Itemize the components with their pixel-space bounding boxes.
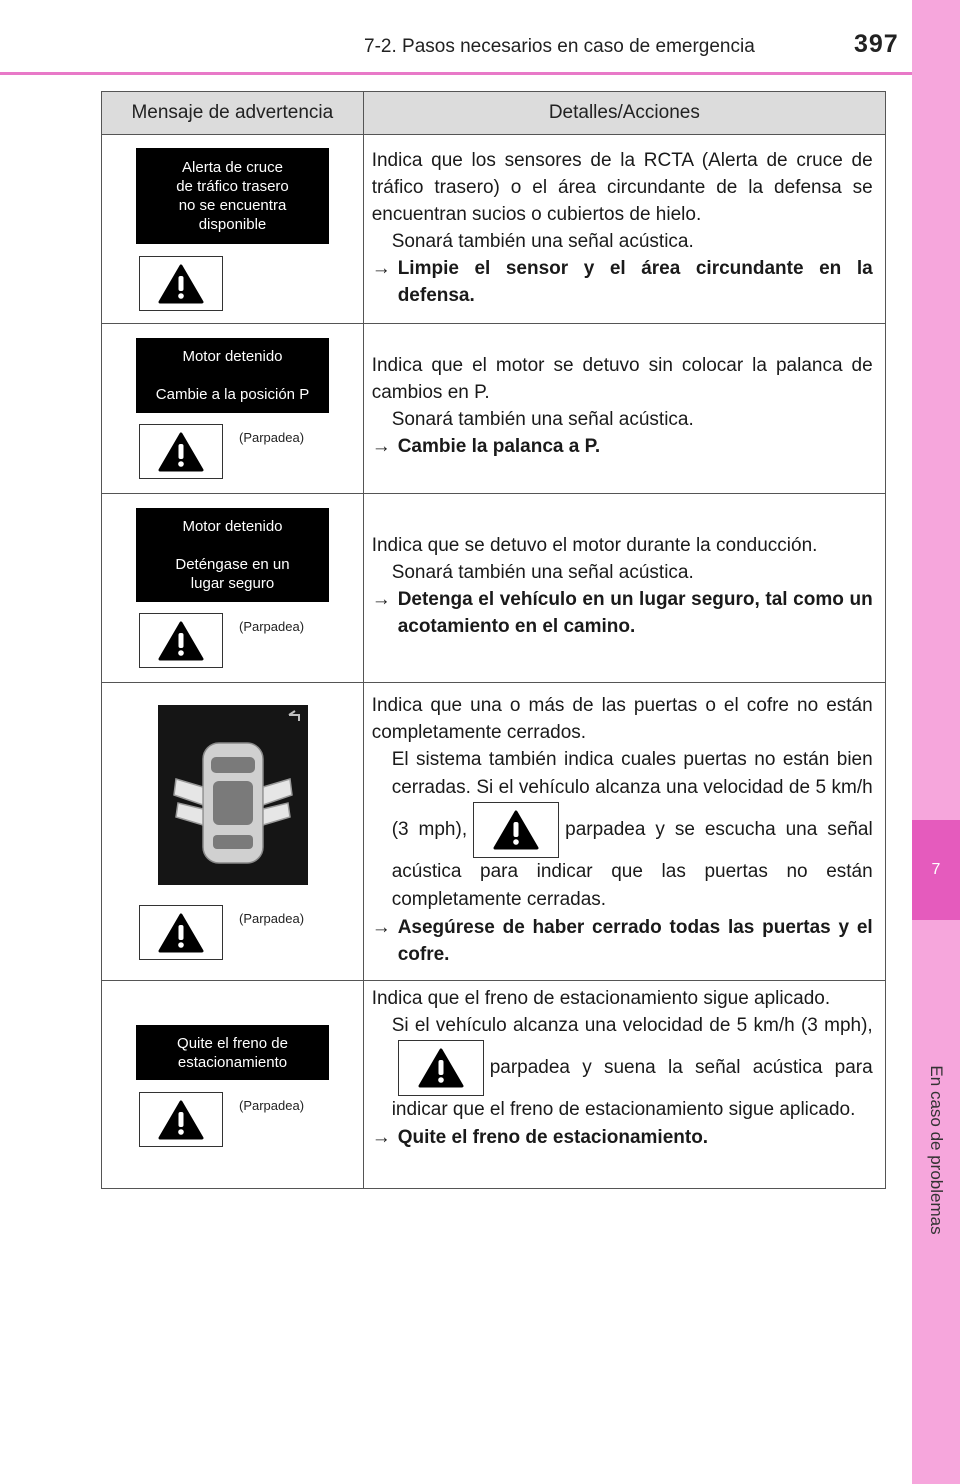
description-text: Indica que el freno de estacionamiento sigue aplicado. [371,988,831,1009]
column-header-details: Detalles/Acciones [363,92,885,135]
message-cell [102,981,364,1189]
description-text: Indica que se detuvo el motor durante la conducción. [371,535,818,556]
sound-note: Sonará también una señal acústica. [391,409,694,430]
message-line: de tráfico trasero [176,178,289,195]
warning-triangle-icon [139,905,223,960]
details-cell [363,683,885,981]
table-row [102,981,886,1189]
warning-message-display [136,148,329,244]
warning-triangle-icon [139,424,223,479]
table-row [102,494,886,683]
arrow-icon: → [371,258,391,279]
arrow-icon: → [371,436,391,457]
chapter-title: En caso de problemas [927,1065,946,1235]
warning-triangle-icon [473,802,559,858]
header-divider [0,72,912,75]
warning-triangle-icon [139,613,223,668]
warning-message-display [136,1025,329,1080]
message-line: disponible [198,216,267,233]
warning-message-display [136,338,329,413]
details-cell [363,324,885,494]
door-status-display [158,705,308,885]
details-cell [363,135,885,324]
table-row [102,324,886,494]
message-line: Alerta de cruce [182,159,283,176]
description-text: Indica que el motor se detuvo sin colocar la palanca de cambios en P. [371,355,873,403]
system-note: El sistema también indica cuales puertas no están bien cerradas. Si el vehículo alcanza una velocidad de 5 km/h (3 mph), parpadea y se escucha una señal acústica para indicar que las puertas no están completamente cerradas. [391,749,873,910]
column-header-message: Mensaje de advertencia [102,92,364,135]
message-line: Motor detenido [182,518,283,535]
warning-message-display [136,508,329,602]
warning-triangle-icon [139,1092,223,1147]
message-line: lugar seguro [190,575,275,592]
arrow-icon: → [371,1127,391,1148]
message-cell [102,324,364,494]
action-text: → Detenga el vehículo en un lugar seguro, tal como un acotamiento en el camino. [372,586,873,640]
side-tab [912,0,960,1484]
table-row [102,135,886,324]
message-cell [102,494,364,683]
description-text: Indica que los sensores de la RCTA (Alerta de cruce de tráfico trasero) o el área circundante de la defensa se encuentran sucios o cubiertos de hielo. [371,150,873,225]
details-cell [363,494,885,683]
warning-triangle-icon [398,1040,484,1096]
system-note: Si el vehículo alcanza una velocidad de 5 km/h (3 mph), parpadea y suena la señal acústica para indicar que el freno de estacionamiento sigue aplicado. [391,1015,873,1120]
page-number: 397 [854,30,899,58]
message-line: Quite el freno de [177,1034,288,1052]
table-row [102,683,886,981]
message-cell [102,135,364,324]
message-line: Deténgase en un [175,556,290,573]
blink-note: (Parpadea) [239,911,305,926]
chapter-number: 7 [912,820,960,920]
table-header-row [102,92,886,135]
warning-table [101,91,886,1189]
action-text: → Quite el freno de estacionamiento. [372,1124,873,1151]
sound-note: Sonará también una señal acústica. [391,562,694,583]
message-line: Motor detenido [182,348,283,365]
action-text: → Limpie el sensor y el área circundante en la defensa. [372,255,873,309]
message-line: estacionamiento [177,1053,288,1071]
section-title: 7-2. Pasos necesarios en caso de emergencia [364,36,755,57]
description-text: Indica que una o más de las puertas o el cofre no están completamente cerrados. [371,695,873,743]
blink-note: (Parpadea) [239,619,305,634]
message-cell [102,683,364,981]
details-cell [363,981,885,1189]
message-line: Cambie a la posición P [155,386,310,403]
action-text: → Asegúrese de haber cerrado todas las puertas y el cofre. [372,914,873,968]
arrow-icon: → [371,589,391,610]
message-line: no se encuentra [178,197,287,214]
warning-triangle-icon [139,256,223,311]
blink-note: (Parpadea) [239,1098,305,1113]
blink-note: (Parpadea) [239,430,305,445]
sound-note: Sonará también una señal acústica. [391,231,694,252]
action-text: → Cambie la palanca a P. [372,433,873,460]
arrow-icon: → [371,917,391,938]
